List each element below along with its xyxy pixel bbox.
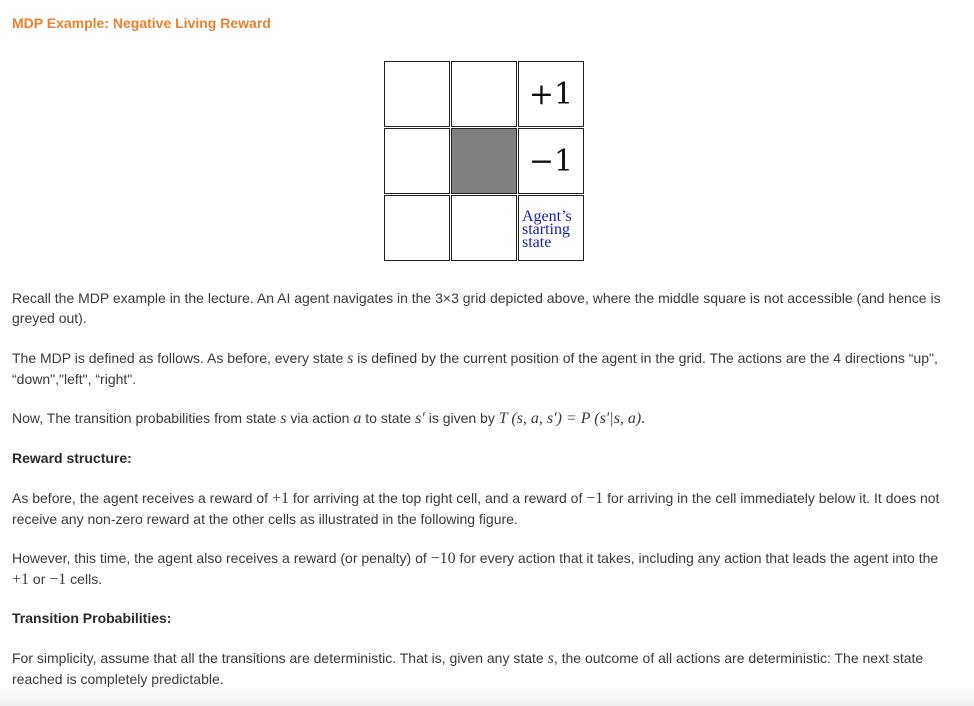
math-s: s (280, 410, 287, 427)
grid-cell-middle-right (518, 128, 584, 194)
text: cells. (66, 571, 103, 587)
grid-cell-bottom-left (384, 195, 450, 261)
text: for every action that it takes, including any action that leads the agent into the (455, 550, 939, 566)
start-label-line-1: Agent’s (522, 208, 572, 225)
text: Now, The transition probabilities from state (12, 410, 281, 426)
grid-cell-top-left (384, 61, 450, 127)
math-plus-one: +1 (12, 571, 30, 588)
paragraph-intro: Recall the MDP example in the lecture. An AI agent navigates in the 3×3 grid depicted above, where the middle square is not accessible (and hence is greyed out). (12, 290, 941, 326)
start-state-label (522, 210, 572, 249)
grid-world-figure (384, 61, 585, 262)
text: For simplicity, assume that all the transitions are deterministic. That is, given any state (12, 650, 548, 666)
text: to state (361, 410, 416, 426)
paragraph-deterministic (12, 648, 957, 689)
math-transition-formula: T (s, a, s′) = P (s′|s, a). (498, 410, 646, 427)
paragraph-transition (12, 408, 957, 429)
math-minus-one: −1 (586, 490, 604, 507)
paragraph-rewards (12, 488, 957, 529)
text: is given by (424, 410, 499, 426)
text: , the outcome of all actions are deterministic: The next state reached is completely predictable. (12, 650, 924, 687)
text: However, this time, the agent also receives a reward (or penalty) of (12, 550, 431, 566)
start-label-line-3: state (522, 234, 552, 251)
text: via action (286, 410, 354, 426)
reward-minus-one: −1 (528, 143, 574, 179)
grid-cell-top-right (518, 61, 584, 127)
grid-cell-middle-left (384, 128, 450, 194)
math-minus-one: −1 (49, 571, 67, 588)
bottom-fade (0, 688, 974, 706)
paragraph-mdp-definition (12, 348, 957, 389)
text: for arriving at the top right cell, and a reward of (288, 490, 587, 506)
start-label-line-2: starting (522, 221, 570, 238)
math-plus-one: +1 (271, 490, 289, 507)
math-a: a (353, 410, 362, 427)
grid-cell-bottom-middle (451, 195, 517, 261)
math-minus-ten: −10 (430, 550, 456, 567)
grid-cell-blocked (451, 128, 517, 194)
heading-reward-structure: Reward structure: (12, 450, 132, 466)
heading-transition-probabilities: Transition Probabilities: (12, 610, 172, 626)
text: As before, the agent receives a reward of (12, 490, 272, 506)
math-s: s (347, 350, 354, 367)
text: for arriving in the cell immediately below it. It does not receive any non-zero reward at the other cells as illustrated in the following figure. (12, 490, 940, 527)
math-s: s (547, 650, 554, 667)
page-title: MDP Example: Negative Living Reward (12, 15, 271, 31)
text: is defined by the current position of the agent in the grid. The actions are the 4 directions “up", “down","left", “right". (12, 350, 938, 387)
math-s-prime: s′ (415, 410, 425, 427)
text: or (29, 571, 50, 587)
text: The MDP is defined as follows. As before, every state (12, 350, 348, 366)
grid-cell-start (518, 195, 584, 261)
reward-plus-one: +1 (528, 76, 574, 112)
grid-cell-top-middle (451, 61, 517, 127)
paragraph-living-penalty (12, 548, 957, 590)
